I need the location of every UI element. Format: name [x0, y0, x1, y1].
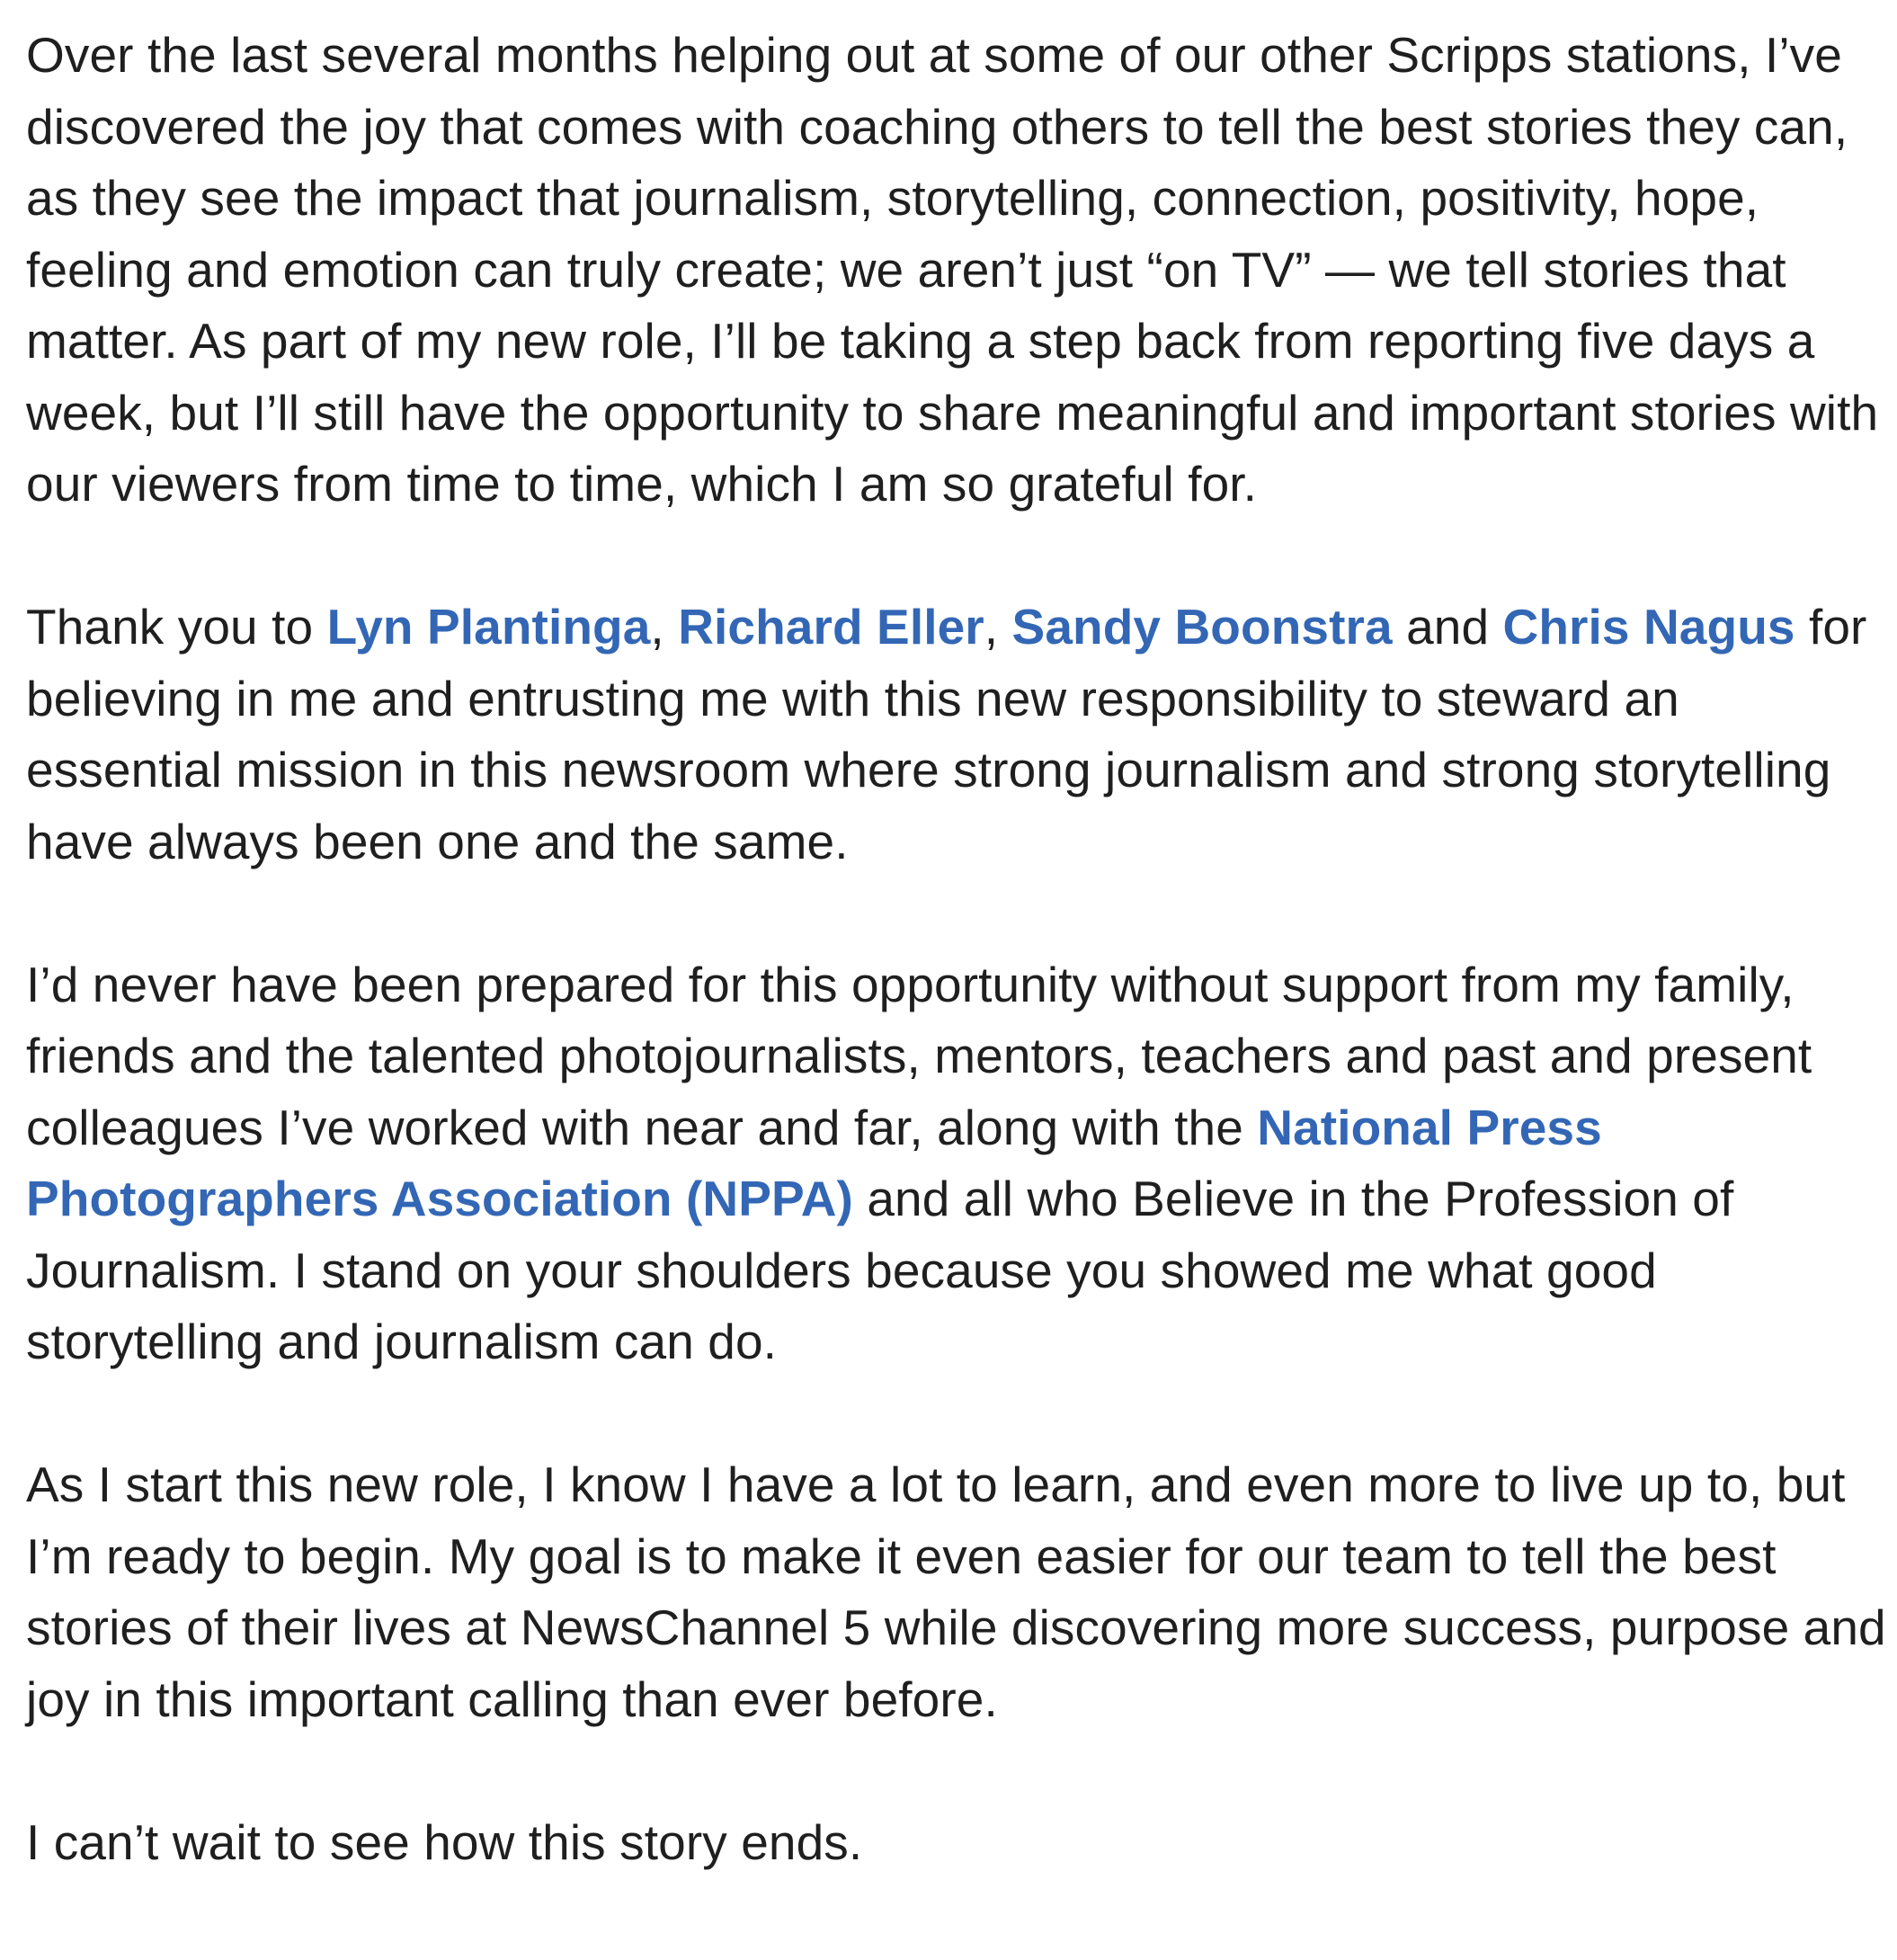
post-body — [26, 20, 1887, 1878]
mention-chris-nagus[interactable]: Chris Nagus — [1502, 599, 1795, 655]
paragraph-4-text: As I start this new role, I know I have a lot to learn, and even more to live up to, but I’m ready to begin. My goal is to make it even easier for our team to tell the best stories of their lives at NewsChannel 5 while discovering more success, purpose and joy in this important calling than ever before. — [26, 1457, 1886, 1727]
thanks-intro-text: Thank you to — [26, 599, 327, 655]
post-paragraph-4 — [26, 1449, 1887, 1735]
post-paragraph-1 — [26, 20, 1887, 521]
thanks-rest-text: for believing in me and entrusting me with this new responsibility to steward an essential mission in this newsroom where strong journalism and strong storytelling have always been one and the same. — [26, 599, 1867, 869]
post-paragraph-3 — [26, 949, 1887, 1378]
mention-separator: , — [650, 599, 679, 655]
paragraph-1-text: Over the last several months helping out at some of our other Scripps stations, I’ve discovered the joy that comes with coaching others to tell the best stories they can, as they see the impact that journalism, storytelling, connection, positivity, hope, feeling and emotion can truly create; we aren’t just “on TV” — we tell stories that matter. As part of my new role, I’ll be taking a step back from reporting five days a week, but I’ll still have the opportunity to share meaningful and important stories with our viewers from time to time, which I am so grateful for. — [26, 27, 1879, 512]
paragraph-5-text: I can’t wait to see how this story ends. — [26, 1813, 863, 1870]
mention-separator: , — [984, 599, 1012, 655]
post-paragraph-2 — [26, 592, 1887, 878]
mention-lyn-plantinga[interactable]: Lyn Plantinga — [326, 599, 651, 655]
mention-sandy-boonstra[interactable]: Sandy Boonstra — [1011, 599, 1393, 655]
mention-richard-eller[interactable]: Richard Eller — [678, 599, 984, 655]
paragraph-3-before-text: I’d never have been prepared for this opportunity without support from my family, friends and the talented photojournalists, mentors, teachers and past and present colleagues I’ve worked with near and far, along with the — [26, 956, 1812, 1155]
paragraph-3-after-text: and all who Believe in the Profession of Journalism. I stand on your shoulders because you showed me what good storytelling and journalism can do. — [26, 1171, 1734, 1369]
mention-nppa[interactable]: National Press Photographers Association (NPPA) — [26, 1099, 1602, 1226]
mention-separator: and — [1392, 599, 1503, 655]
post-paragraph-5 — [26, 1807, 1887, 1879]
